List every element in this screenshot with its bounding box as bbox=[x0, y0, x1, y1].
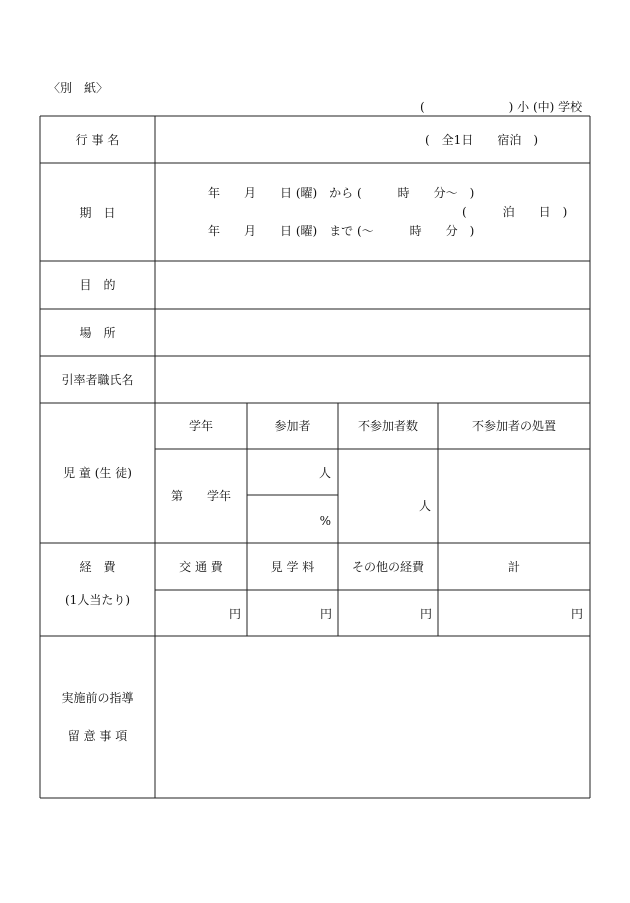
guidance-notes-field[interactable] bbox=[156, 637, 589, 797]
school-label: ( ) 小 (中) 学校 bbox=[420, 100, 583, 114]
purpose-label: 目 的 bbox=[79, 278, 116, 292]
students-label: 児 童 (生 徒) bbox=[63, 466, 132, 480]
col-grade-header: 学年 bbox=[188, 419, 213, 433]
leader-label: 引率者職氏名 bbox=[61, 373, 134, 387]
col-measures-header: 不参加者の処置 bbox=[471, 419, 556, 433]
col-admission-header: 見 学 料 bbox=[270, 560, 315, 574]
expenses-sublabel: (1人当たり) bbox=[65, 593, 130, 607]
col-total-header: 計 bbox=[507, 560, 520, 574]
date-label: 期 日 bbox=[79, 206, 116, 220]
expenses-label: 経 費 bbox=[79, 560, 116, 574]
attachment-label: 〈別 紙〉 bbox=[48, 81, 109, 95]
col-transport-header: 交 通 費 bbox=[179, 560, 223, 574]
absent-count-unit[interactable]: 人 bbox=[418, 499, 431, 513]
grade-value[interactable]: 第 学年 bbox=[170, 489, 231, 503]
guidance-label-line1: 実施前の指導 bbox=[61, 691, 134, 705]
date-start-line[interactable]: 年 月 日 (曜) から ( 時 分〜 ) bbox=[208, 186, 475, 200]
other-yen-unit[interactable]: 円 bbox=[419, 607, 432, 621]
event-name-label: 行 事 名 bbox=[75, 133, 120, 147]
date-nights-line[interactable]: ( 泊 日 ) bbox=[462, 205, 568, 219]
date-end-line[interactable]: 年 月 日 (曜) まで (〜 時 分 ) bbox=[208, 224, 475, 238]
participants-count-unit[interactable]: 人 bbox=[318, 466, 331, 480]
admission-yen-unit[interactable]: 円 bbox=[319, 607, 332, 621]
place-label: 場 所 bbox=[79, 326, 116, 340]
event-name-value[interactable]: ( 全1日 宿泊 ) bbox=[425, 133, 538, 147]
col-participants-header: 参加者 bbox=[274, 419, 311, 433]
total-yen-unit[interactable]: 円 bbox=[570, 607, 583, 621]
col-absent-header: 不参加者数 bbox=[357, 419, 418, 433]
participants-percent-unit[interactable]: % bbox=[319, 514, 331, 528]
guidance-label-line2: 留 意 事 項 bbox=[67, 729, 128, 743]
transport-yen-unit[interactable]: 円 bbox=[228, 607, 241, 621]
col-other-header: その他の経費 bbox=[351, 560, 424, 574]
